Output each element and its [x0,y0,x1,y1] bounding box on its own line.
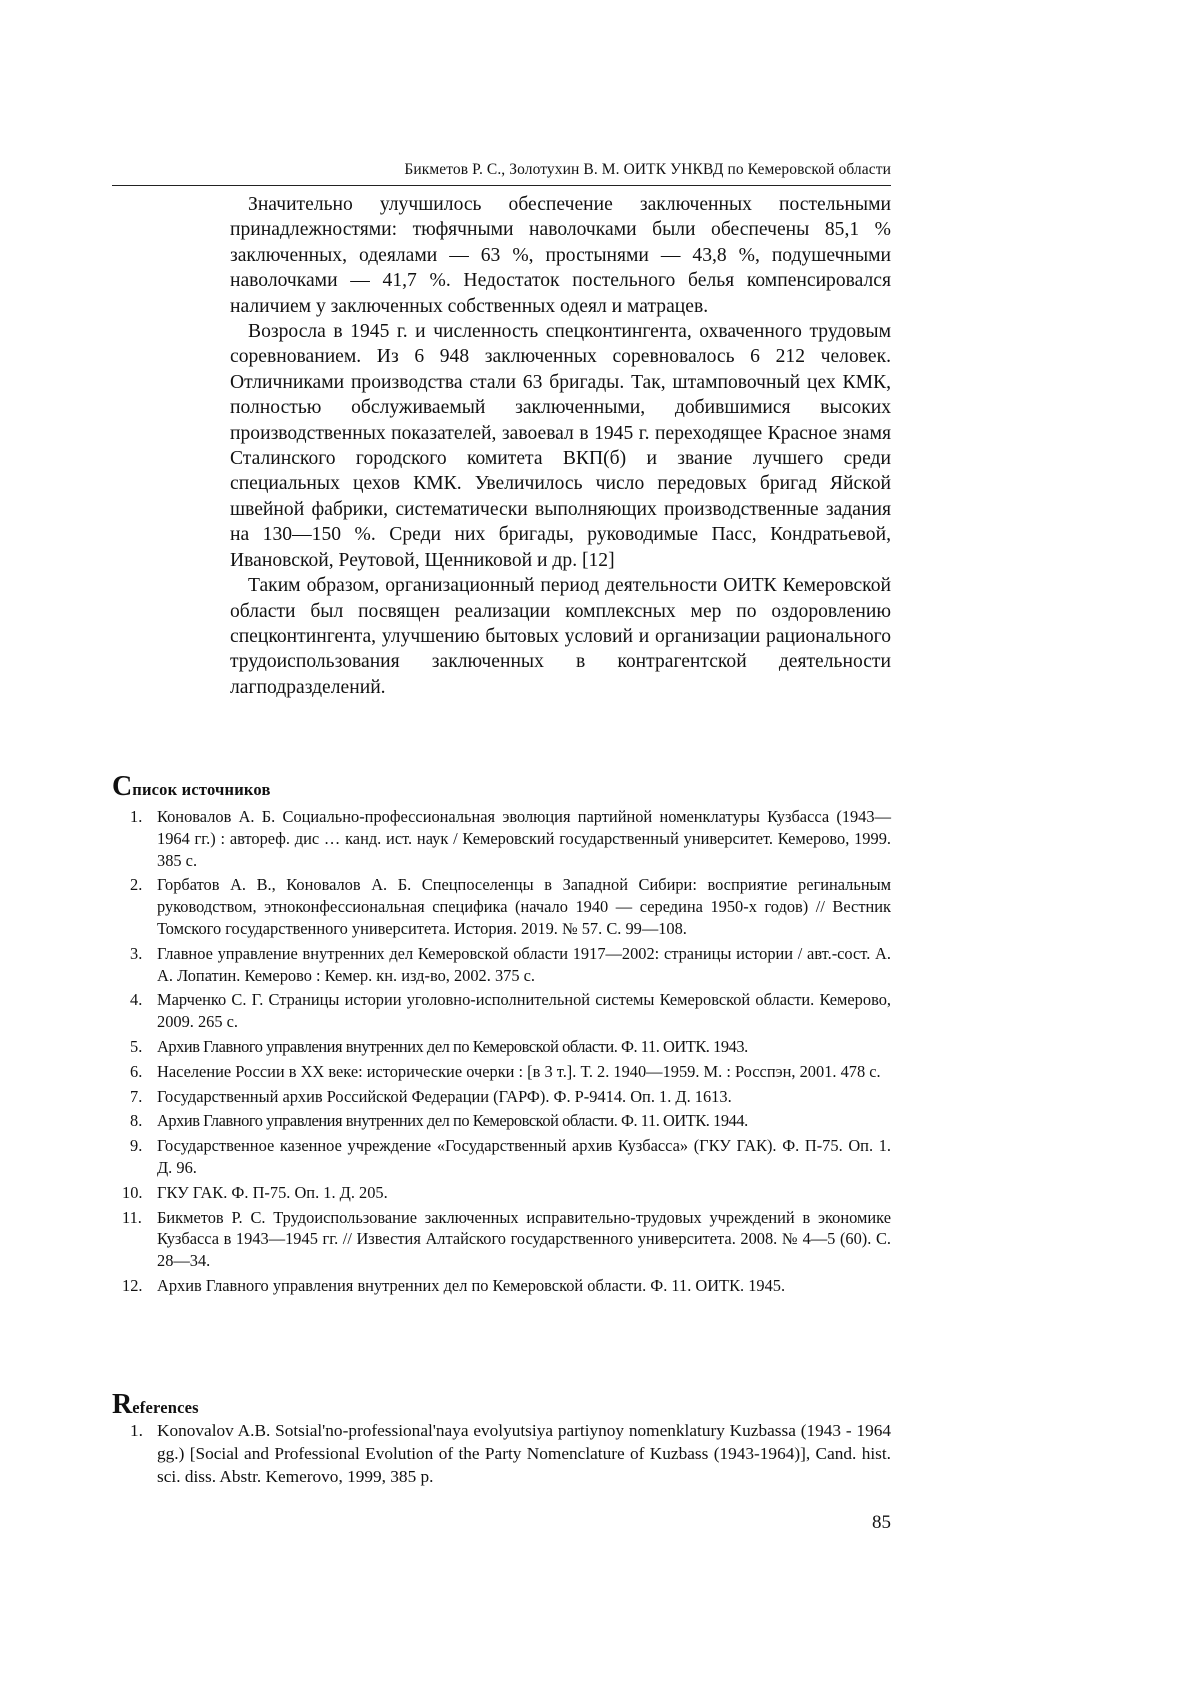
source-number: 12. [122,1275,143,1295]
sources-heading-rest: писок источников [132,780,271,799]
article-body [230,192,891,700]
source-item [112,1036,891,1058]
page-number: 85 [872,1512,891,1533]
references-heading-initial: R [112,1389,133,1420]
source-number: 5. [130,1036,143,1056]
source-text: Марченко С. Г. Страницы истории уголовно-исполнительной системы Кемеровской области. Кемерово, 2009. 265 с. [157,990,891,1032]
source-text: Горбатов А. В., Коновалов А. Б. Спецпоселенцы в Западной Сибири: восприятие регинальным руководством, этноконфессиональная специфика (начало 1940 — середина 1950-х годов) // Вестник Томского государственного университета. История. 2019. № 57. С. 99—108. [157,875,891,938]
running-header: Бикметов Р. С., Золотухин В. М. ОИТК УНКВД по Кемеровской области [112,160,891,186]
source-item [112,1135,891,1179]
source-number: 1. [130,807,143,826]
source-text: Государственное казенное учреждение «Государственный архив Кузбасса» (ГКУ ГАК). Ф. П-75. Оп. 1. Д. 96. [157,1136,891,1177]
references-list [112,1420,891,1491]
source-number: 4. [130,990,143,1010]
references-heading-rest: eferences [132,1398,199,1417]
reference-item [112,1420,891,1488]
sources-heading [112,772,271,805]
source-text: Архив Главного управления внутренних дел по Кемеровской области. Ф. 11. ОИТК. 1943. [157,1036,748,1056]
source-text: Население России в XX веке: исторические очерки : [в 3 т.]. Т. 2. 1940—1959. М. : Росспэн, 2001. 478 с. [157,1061,881,1081]
reference-text: Konovalov A.B. Sotsial'no-professional'naya evolyutsiya partiynoy nomenklatury Kuzbassa (1943 - 1964 gg.) [Social and Professional Evolution of the Party Nomenclature of Kuzbass (1943-1964)], Cand. hist. sci. diss. Abstr. Kemerovo, 1999, 385 p. [157,1421,891,1486]
source-item [112,1061,891,1083]
references-heading [112,1390,199,1423]
source-number: 10. [122,1182,143,1202]
source-text: Архив Главного управления внутренних дел по Кемеровской области. Ф. 11. ОИТК. 1945. [157,1275,786,1295]
source-item [112,1086,891,1108]
source-item [112,806,891,871]
source-number: 6. [130,1061,143,1081]
source-item [112,943,891,987]
sources-heading-initial: С [112,771,133,802]
source-text: Главное управление внутренних дел Кемеровской области 1917—2002: страницы истории / авт.-сост. А. А. Лопатин. Кемерово : Кемер. кн. изд-во, 2002. 375 с. [157,943,891,985]
body-paragraph: Значительно улучшилось обеспечение заключенных постельными принадлежностями: тюфячными наволочками были обеспечены 85,1 % заключенных, одеялами — 63 %, простынями — 43,8 %, подушечными наволочками — 41,7 %. Недостаток постельного белья компенсировался наличием у заключенных собственных одеял и матрацев. [230,194,891,317]
source-text: Коновалов А. Б. Социально-профессиональная эволюция партийной номенклатуры Кузбасса (1943—1964 гг.) : автореф. дис … канд. ист. наук / Кемеровский государственный университет. Кемерово, 1999. 385 с. [157,807,891,870]
source-text: Архив Главного управления внутренних дел по Кемеровской области. Ф. 11. ОИТК. 1944. [157,1111,748,1131]
source-item [112,989,891,1033]
source-item [112,1110,891,1132]
source-number: 8. [130,1111,143,1131]
source-number: 2. [130,875,143,895]
source-number: 9. [130,1136,143,1156]
source-item [112,1182,891,1204]
source-number: 11. [122,1207,142,1227]
source-item [112,1207,891,1272]
source-item [112,874,891,939]
source-number: 7. [130,1086,143,1106]
source-text: Государственный архив Российской Федерации (ГАРФ). Ф. Р-9414. Оп. 1. Д. 1613. [157,1086,732,1106]
body-paragraph: Возросла в 1945 г. и численность спецконтингента, охваченного трудовым соревнованием. Из 6 948 заключенных соревновалось 6 212 человек. Отличниками производства стали 63 бригады. Так, штамповочный цех КМК, полностью обслуживаемый заключенными, добившимися высоких производственных показателей, завоевал в 1945 г. переходящее Красное знамя Сталинского городского комитета ВКП(б) и звание лучшего среди специальных цехов КМК. Увеличилось число передовых бригад Яйской швейной фабрики, систематически выполняющих производственные задания на 130—150 %. Среди них бригады, руководимые Пасс, Кондратьевой, Ивановской, Реутовой, Щенниковой и др. [12] [230,321,891,571]
body-paragraph: Таким образом, организационный период деятельности ОИТК Кемеровской области был посвящен реализации комплексных мер по оздоровлению спецконтингента, улучшению бытовых условий и организации рационального трудоиспользования заключенных в контрагентской деятельности лагподразделений. [230,575,891,698]
reference-number: 1. [130,1421,143,1440]
sources-list [112,806,891,1300]
source-item [112,1275,891,1297]
source-text: ГКУ ГАК. Ф. П-75. Оп. 1. Д. 205. [157,1182,388,1202]
source-number: 3. [130,943,143,963]
source-text: Бикметов Р. С. Трудоиспользование заключенных исправительно-трудовых учреждений в экономике Кузбасса в 1943—1945 гг. // Известия Алтайского государственного университета. 2008. № 4—5 (60). С. 28—34. [157,1207,891,1271]
